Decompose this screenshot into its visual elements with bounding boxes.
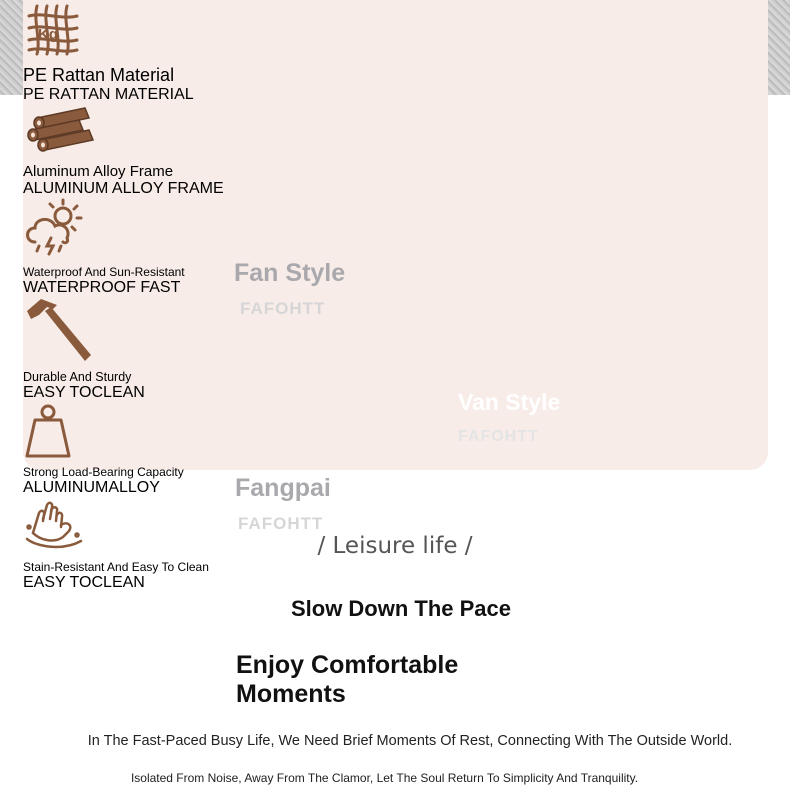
feature-title: Waterproof And Sun-Resistant — [23, 265, 185, 279]
watermark-sub: FAFOHTT — [238, 514, 324, 533]
feature-pe-rattan — [23, 0, 768, 104]
watermark-fangpai: Fangpai — [235, 474, 331, 502]
watermark-sub: FAFOHTT — [458, 428, 539, 445]
kg-weight-icon — [23, 26, 73, 464]
feature-ghost-text: PE RATTAN MATERIAL — [23, 86, 194, 103]
enjoy-line-1: Enjoy Comfortable — [236, 651, 459, 679]
slow-down-heading: Slow Down The Pace — [290, 596, 512, 621]
feature-ghost-text: ALUMINUMALLOY — [23, 479, 160, 496]
watermark-sub: FAFOHTT — [240, 299, 326, 318]
weather-icon — [23, 247, 85, 264]
hammer-icon — [23, 352, 93, 369]
feature-waterproof — [23, 198, 768, 297]
rattan-weave-icon — [23, 47, 83, 64]
feature-title: Strong Load-Bearing Capacity — [23, 465, 184, 479]
feature-durable — [23, 297, 768, 402]
feature-title: Stain-Resistant And Easy To Clean — [23, 560, 209, 574]
enjoy-line-2: Moments — [236, 680, 346, 708]
feature-ghost-text: ALUMINUM ALLOY FRAME — [23, 180, 224, 197]
feature-ghost-text: EASY TOCLEAN — [23, 384, 145, 401]
intro-paragraph: In The Fast-Paced Busy Life, We Need Brief Moments Of Rest, Connecting With The Outside World. — [87, 733, 733, 749]
feature-ghost-text: WATERPROOF FAST — [23, 279, 181, 296]
feature-title: Durable And Sturdy — [23, 370, 132, 384]
feature-ghost-text: EASY TOCLEAN — [23, 574, 145, 591]
alloy-tubes-icon — [23, 145, 97, 162]
secondary-paragraph: Isolated From Noise, Away From The Clamor, Let The Soul Return To Simplicity And Tranquility. — [130, 771, 639, 785]
feature-aluminum-alloy — [23, 104, 768, 198]
enjoy-heading — [236, 651, 576, 709]
kg-label: Kg — [38, 26, 58, 43]
watermark-fan-style: Fan Style — [234, 259, 346, 287]
feature-title: PE Rattan Material — [23, 65, 175, 85]
watermark-van-style: Van Style — [458, 389, 561, 415]
leisure-heading: / Leisure life / — [317, 533, 473, 559]
feature-title: Aluminum Alloy Frame — [23, 163, 174, 180]
